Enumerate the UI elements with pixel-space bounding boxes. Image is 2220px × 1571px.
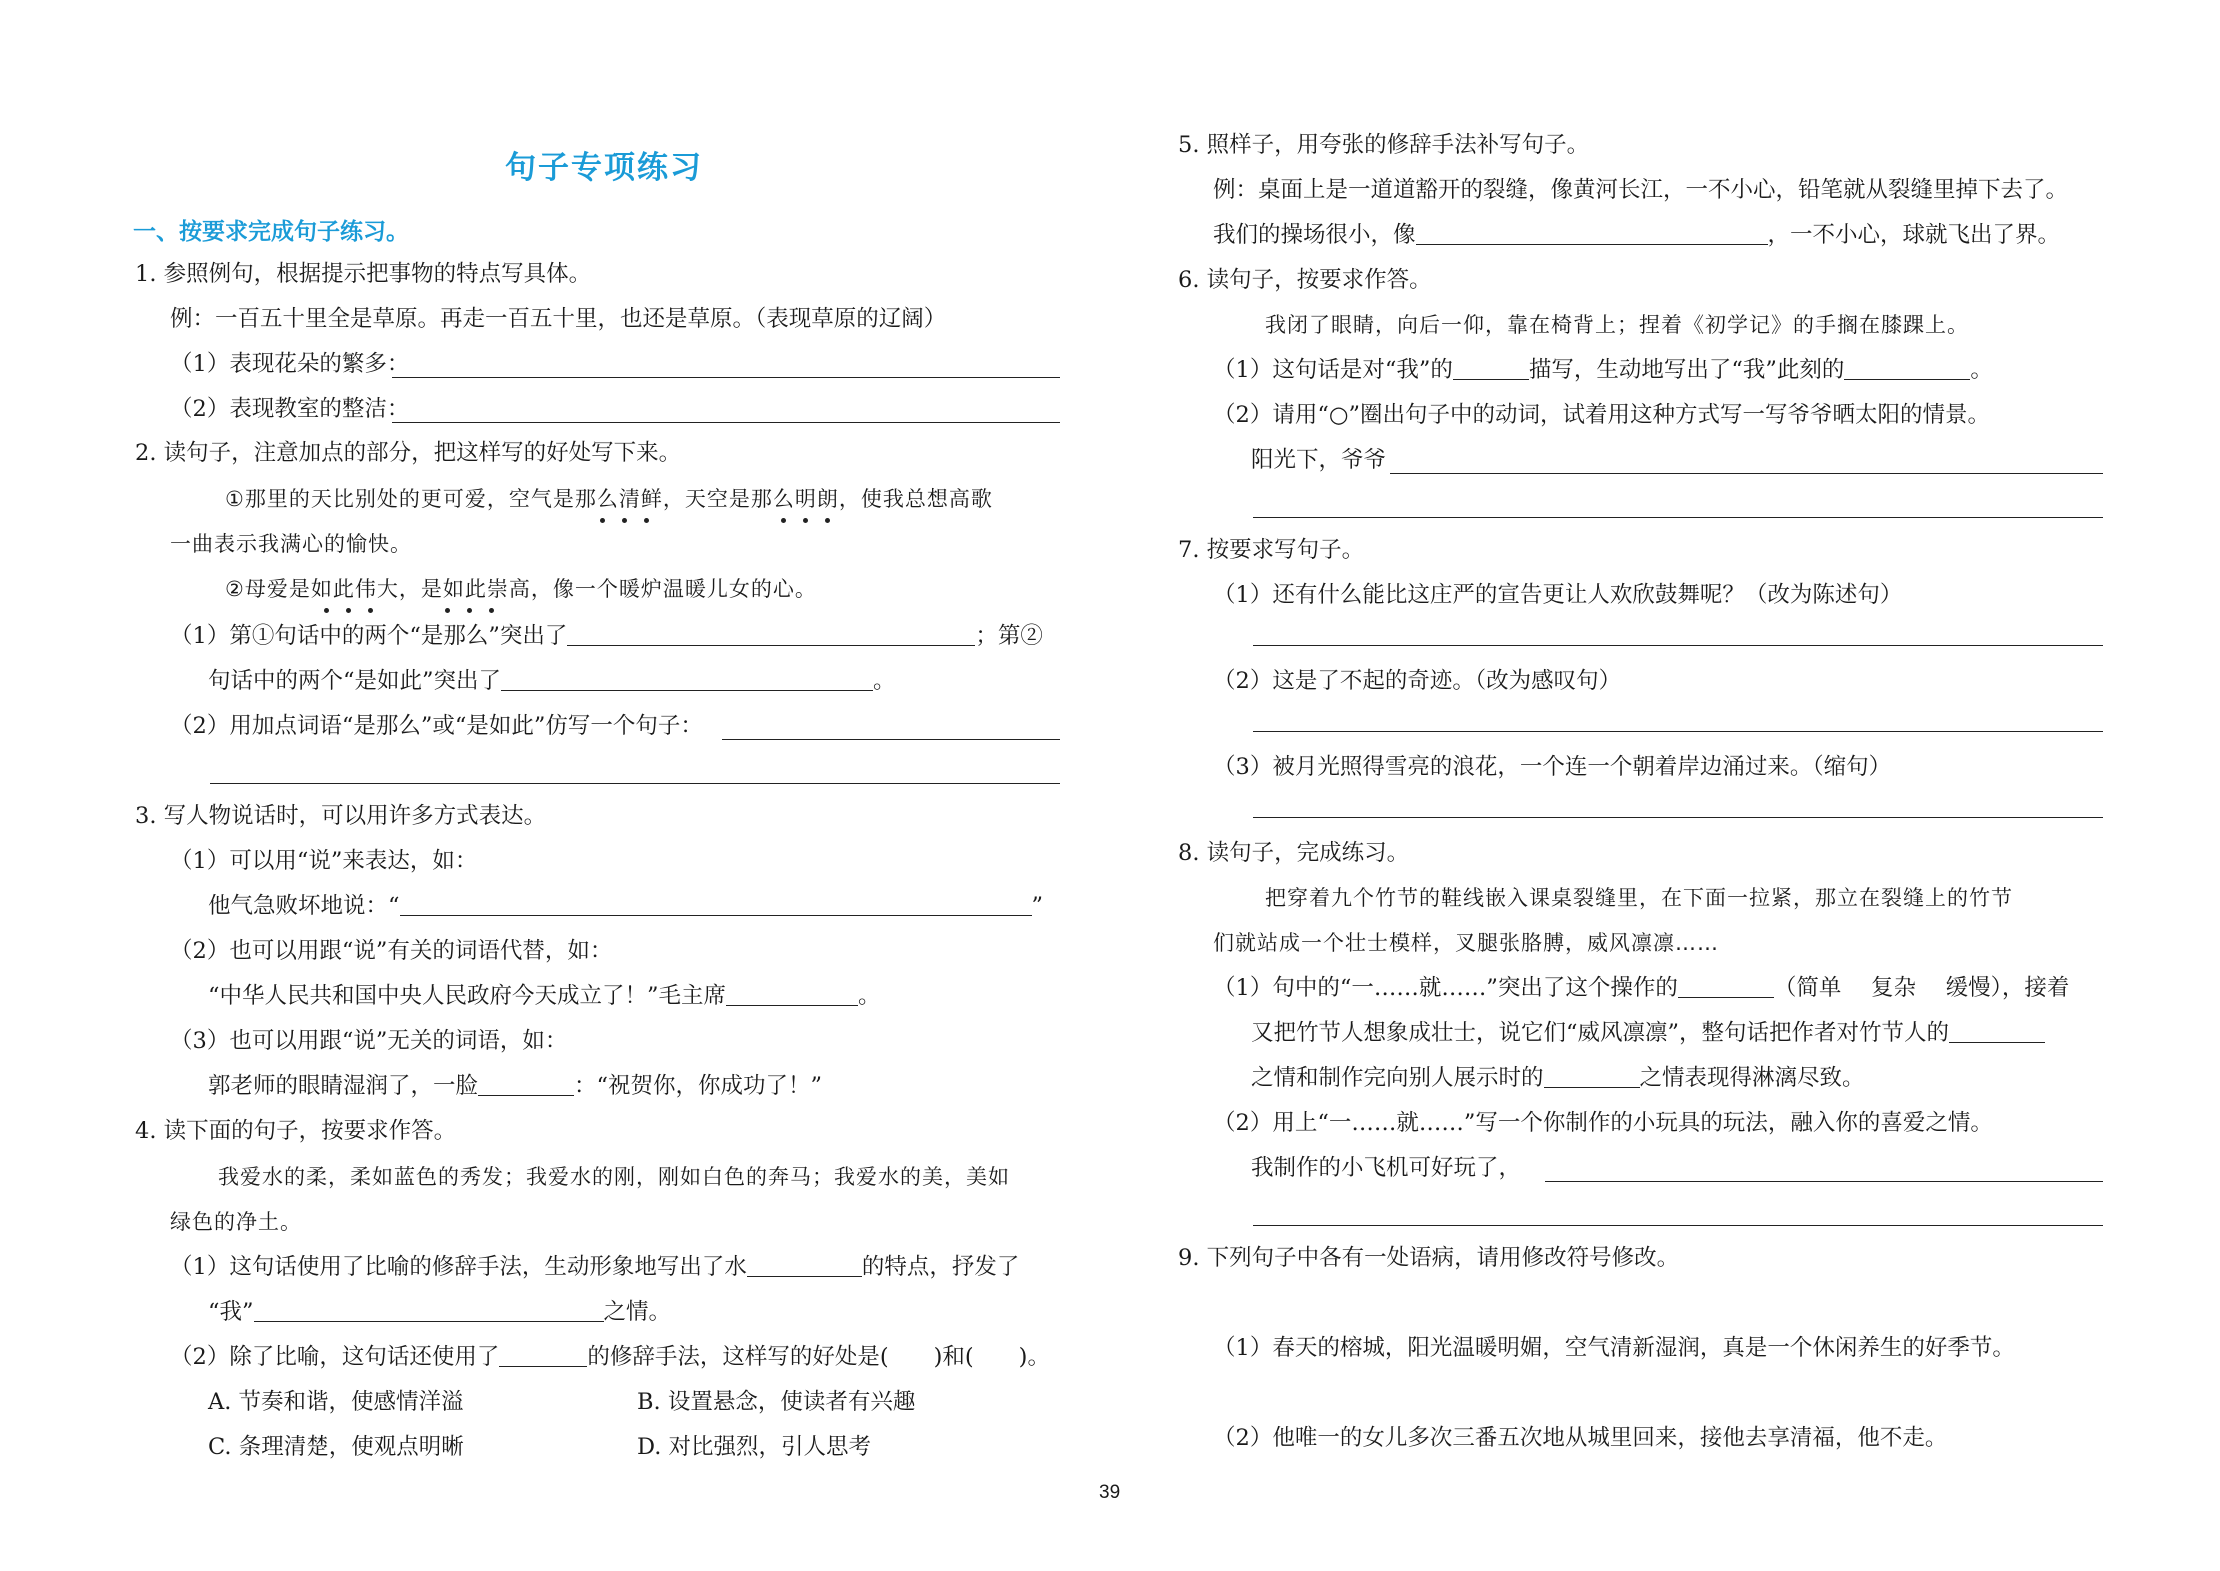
answer-blank[interactable] <box>726 981 858 1006</box>
sentence-2-1a: ①那里的天比别处的更可爱，空气是那么清鲜，天空是那么明朗，使我总想高歌 <box>225 487 993 511</box>
emphasis-dot <box>324 608 329 613</box>
question-4-1: （1）这句话使用了比喻的修辞手法，生动形象地写出了水 的特点，抒发了 <box>170 1254 1020 1280</box>
answer-blank[interactable] <box>747 1252 862 1277</box>
sentence-4a: 我爱水的柔，柔如蓝色的秀发；我爱水的刚，刚如白色的奔马；我爱水的美，美如 <box>218 1165 1010 1189</box>
question-1-1: （1）表现花朵的繁多： <box>170 351 410 377</box>
question-5-answer: 我们的操场很小，像 ，一不小心，球就飞出了界。 <box>1213 222 2061 248</box>
emphasis-dot <box>825 518 830 523</box>
question-7: 7. 按要求写句子。 <box>1178 537 1365 563</box>
answer-line[interactable] <box>1253 731 2103 732</box>
question-1-example: 例：一百五十里全是草原。再走一百五十里，也还是草原。（表现草原的辽阔） <box>170 306 947 332</box>
answer-blank[interactable] <box>1844 355 1970 380</box>
question-3-2-example: “中华人民共和国中央人民政府今天成立了！”毛主席 。 <box>208 983 881 1009</box>
question-2-1: （1）第①句话中的两个“是那么”突出了 ；第② <box>170 623 1043 649</box>
question-4-2: （2）除了比喻，这句话还使用了 的修辞手法，这样写的好处是( )和( )。 <box>170 1344 1050 1370</box>
question-5: 5. 照样子，用夸张的修辞手法补写句子。 <box>1178 132 1590 158</box>
emphasis-dot <box>368 608 373 613</box>
question-8-2-answer: 我制作的小飞机可好玩了， <box>1251 1155 1522 1181</box>
answer-blank[interactable] <box>478 1071 574 1096</box>
option-b[interactable]: B. 设置悬念，使读者有兴趣 <box>637 1389 916 1415</box>
answer-blank[interactable] <box>254 1297 604 1322</box>
emphasis-dot <box>600 518 605 523</box>
sentence-8a: 把穿着九个竹节的鞋线嵌入课桌裂缝里，在下面一拉紧，那立在裂缝上的竹节 <box>1265 886 2013 910</box>
emphasis-dot <box>445 608 450 613</box>
question-9-2[interactable]: （2）他唯一的女儿多次三番五次地从城里回来，接他去享清福，他不走。 <box>1213 1425 1948 1451</box>
question-2-2: （2）用加点词语“是那么”或“是如此”仿写一个句子： <box>170 713 703 739</box>
answer-blank[interactable] <box>1453 355 1529 380</box>
emphasis-dot <box>781 518 786 523</box>
answer-line[interactable] <box>722 739 1060 740</box>
question-1: 1. 参照例句，根据提示把事物的特点写具体。 <box>135 261 592 287</box>
sentence-8b: 们就站成一个壮士模样，叉腿张胳膊，威风凛凛…… <box>1213 931 1719 955</box>
section-heading: 一、按要求完成句子练习。 <box>133 219 409 245</box>
question-3-1: （1）可以用“说”来表达，如： <box>170 848 478 874</box>
sentence-4b: 绿色的净土。 <box>170 1210 302 1234</box>
answer-line[interactable] <box>1390 473 2103 474</box>
option-a[interactable]: A. 节奏和谐，使感情洋溢 <box>208 1389 464 1415</box>
answer-line[interactable] <box>210 783 1060 784</box>
question-1-2: （2）表现教室的整洁： <box>170 396 410 422</box>
sentence-6: 我闭了眼睛，向后一仰，靠在椅背上；捏着《初学记》的手搁在膝踝上。 <box>1265 313 1969 337</box>
emphasis-dot <box>644 518 649 523</box>
question-2-1-cont: 句话中的两个“是如此”突出了 。 <box>208 668 896 694</box>
question-8-1: （1）句中的“一……就……”突出了这个操作的 （简单 复杂 缓慢），接着 <box>1213 975 2070 1001</box>
emphasis-dot <box>489 608 494 613</box>
question-7-1: （1）还有什么能比这庄严的宣告更让人欢欣鼓舞呢？（改为陈述句） <box>1213 582 1903 608</box>
sentence-2-1b: 一曲表示我满心的愉快。 <box>170 532 412 556</box>
question-3-3: （3）也可以用跟“说”无关的词语，如： <box>170 1028 568 1054</box>
answer-blank[interactable] <box>1416 220 1768 245</box>
answer-blank[interactable] <box>1949 1018 2045 1043</box>
answer-blank[interactable] <box>567 621 975 646</box>
question-7-2: （2）这是了不起的奇迹。（改为感叹句） <box>1213 668 1622 694</box>
answer-line[interactable] <box>1253 517 2103 518</box>
question-4: 4. 读下面的句子，按要求作答。 <box>135 1118 457 1144</box>
sentence-2-2: ②母爱是如此伟大，是如此崇高，像一个暖炉温暖儿女的心。 <box>225 577 817 601</box>
emphasis-dot <box>467 608 472 613</box>
question-8-1-cont2: 之情和制作完向别人展示时的 之情表现得淋漓尽致。 <box>1251 1065 1865 1091</box>
answer-blank[interactable] <box>501 666 873 691</box>
question-8: 8. 读句子，完成练习。 <box>1178 840 1410 866</box>
page-number: 39 <box>1099 1482 1121 1503</box>
answer-blank[interactable] <box>1544 1063 1640 1088</box>
option-d[interactable]: D. 对比强烈，引人思考 <box>637 1434 872 1460</box>
answer-line[interactable] <box>1253 817 2103 818</box>
page-title: 句子专项练习 <box>505 150 703 186</box>
emphasis-dot <box>346 608 351 613</box>
question-6-2: （2）请用“○”圈出句子中的动词，试着用这种方式写一写爷爷晒太阳的情景。 <box>1213 402 1990 428</box>
option-c[interactable]: C. 条理清楚，使观点明晰 <box>208 1434 464 1460</box>
question-5-example: 例：桌面上是一道道豁开的裂缝，像黄河长江，一不小心，铅笔就从裂缝里掉下去了。 <box>1213 177 2069 203</box>
emphasis-dot <box>622 518 627 523</box>
answer-blank[interactable] <box>400 891 1032 916</box>
question-9-1[interactable]: （1）春天的榕城，阳光温暖明媚，空气清新湿润，真是一个休闲养生的好季节。 <box>1213 1335 2015 1361</box>
question-3-1-example: 他气急败坏地说：“ ” <box>208 893 1044 919</box>
emphasis-dot <box>803 518 808 523</box>
answer-line[interactable] <box>1253 645 2103 646</box>
question-6-2-answer: 阳光下，爷爷 <box>1251 447 1387 473</box>
question-3-3-example: 郭老师的眼睛湿润了，一脸 ：“祝贺你，你成功了！” <box>208 1073 823 1099</box>
question-9: 9. 下列句子中各有一处语病，请用修改符号修改。 <box>1178 1245 1680 1271</box>
question-2: 2. 读句子，注意加点的部分，把这样写的好处写下来。 <box>135 440 682 466</box>
question-6-1: （1）这句话是对“我”的 描写，生动地写出了“我”此刻的 。 <box>1213 357 1993 383</box>
answer-line[interactable] <box>1545 1181 2103 1182</box>
answer-line[interactable] <box>1253 1225 2103 1226</box>
question-8-1-cont: 又把竹节人想象成壮士，说它们“威风凛凛”，整句话把作者对竹节人的 <box>1251 1017 2045 1049</box>
answer-line[interactable] <box>392 377 1060 378</box>
question-8-2: （2）用上“一……就……”写一个你制作的小玩具的玩法，融入你的喜爱之情。 <box>1213 1110 1993 1136</box>
answer-blank[interactable] <box>499 1342 587 1367</box>
question-7-3: （3）被月光照得雪亮的浪花，一个连一个朝着岸边涌过来。（缩句） <box>1213 754 1892 780</box>
answer-blank[interactable] <box>1678 973 1774 998</box>
question-3: 3. 写人物说话时，可以用许多方式表达。 <box>135 803 547 829</box>
question-4-1-cont: “我” 之情。 <box>208 1299 672 1325</box>
question-3-2: （2）也可以用跟“说”有关的词语代替，如： <box>170 938 613 964</box>
question-6: 6. 读句子，按要求作答。 <box>1178 267 1432 293</box>
answer-line[interactable] <box>392 422 1060 423</box>
